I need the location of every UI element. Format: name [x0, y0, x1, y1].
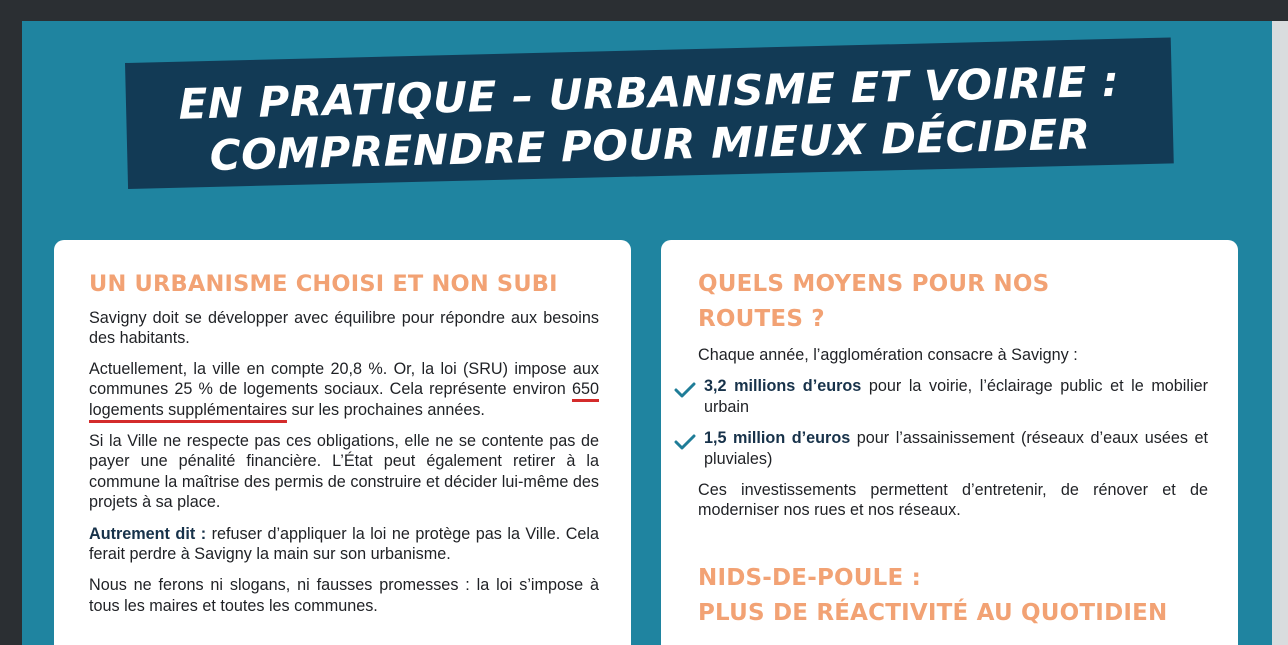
routes-heading-line-1: QUELS MOYENS POUR NOS: [698, 271, 1050, 297]
voirie-amount: 3,2 millions d’euros: [704, 377, 862, 396]
urbanisme-paragraph-2: [89, 359, 599, 420]
urbanisme-paragraph-1: Savigny doit se développer avec équilibre pour répondre aux besoins des habitants.: [89, 309, 599, 348]
assainissement-description: pour l’assainissement (réseaux d’eaux usées et pluviales): [704, 429, 1208, 468]
flyer-page: [22, 21, 1272, 645]
urbanisme-paragraph-3: Si la Ville ne respecte pas ces obligations, elle ne se contente pas de payer une pénalité financière. L’État peut également retirer à la commune la maîtrise des permis de construire et décider lui-même des projets à sa place.: [89, 432, 599, 512]
urbanisme-paragraph-5: Nous ne ferons ni slogans, ni fausses promesses : la loi s’impose à tous les maires et toutes les communes.: [89, 576, 599, 615]
assainissement-amount: 1,5 million d’euros: [704, 429, 851, 448]
title-banner: [125, 37, 1174, 189]
urbanisme-paragraph-4: [89, 524, 599, 565]
paragraph-2-text-end: sur les prochaines années.: [286, 400, 485, 419]
page-edge: [1272, 21, 1288, 645]
urbanisme-heading: UN URBANISME CHOISI ET NON SUBI: [89, 271, 558, 297]
banner-title-line-2: COMPRENDRE POUR MIEUX DÉCIDER: [209, 109, 1092, 180]
nids-de-poule-heading-line-1: NIDS-DE-POULE :: [698, 564, 922, 591]
banner-title-line-1: EN PRATIQUE – URBANISME ET VOIRIE :: [178, 56, 1120, 129]
routes-heading-line-2: ROUTES ?: [698, 306, 825, 332]
check-icon: [674, 434, 696, 450]
voirie-description: pour la voirie, l’éclairage public et le mobilier urbain: [704, 377, 1208, 416]
paragraph-4-text: refuser d’appliquer la loi ne protège pas la Ville. Cela ferait perdre à Savigny la main sur son urbanisme.: [89, 524, 600, 564]
budget-item-assainissement: [668, 428, 1208, 469]
autrement-dit-label: Autrement dit :: [89, 524, 207, 543]
budget-item-assainissement-text: [704, 428, 1208, 469]
check-icon: [674, 382, 696, 398]
paragraph-2-text-start: Actuellement, la ville en compte 20,8 %. Or, la loi (SRU) impose aux communes 25 % de logements sociaux. Cela représente environ: [89, 359, 599, 399]
investments-paragraph: Ces investissements permettent d’entretenir, de rénover et de moderniser nos rues et nos réseaux.: [698, 481, 1208, 520]
budget-item-voirie: [668, 376, 1208, 417]
urbanisme-card: [54, 240, 631, 645]
voirie-card: [661, 240, 1238, 645]
budget-item-voirie-text: [704, 376, 1208, 417]
routes-intro: Chaque année, l’agglomération consacre à Savigny :: [698, 346, 1078, 364]
highlighted-housing-figure: 650 logements supplémentaires: [89, 380, 599, 419]
nids-de-poule-heading-line-2: PLUS DE RÉACTIVITÉ AU QUOTIDIEN: [698, 599, 1168, 626]
